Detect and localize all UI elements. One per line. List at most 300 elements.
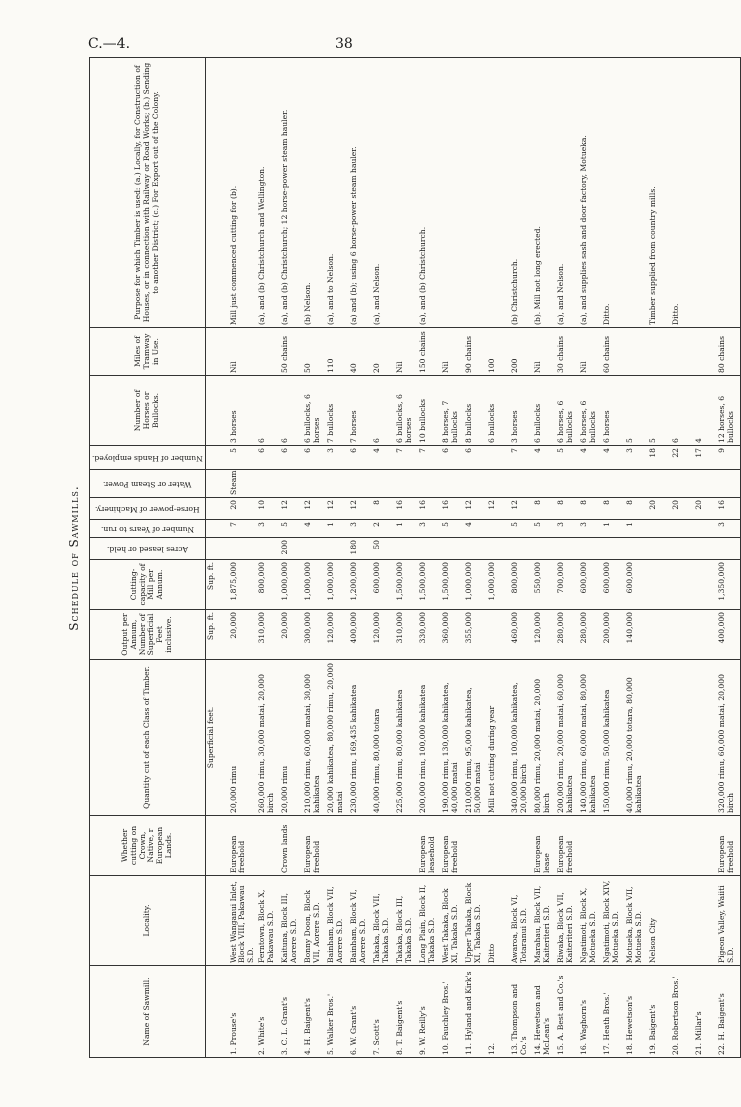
cell-name: 3. C. L. Grant's bbox=[280, 966, 303, 1058]
col-header: Number of Horses or Bullocks. bbox=[90, 376, 206, 446]
cell-cap: 600,000 bbox=[625, 560, 648, 610]
cell-acres bbox=[487, 538, 510, 560]
cell-hands: 7 bbox=[395, 446, 418, 470]
cell-power bbox=[280, 470, 303, 498]
cell-years: 3 bbox=[257, 520, 280, 538]
cell-land bbox=[464, 816, 487, 876]
cell-acres bbox=[303, 538, 326, 560]
cell-horses: 4 bbox=[694, 376, 717, 446]
cell-hands: 6 bbox=[441, 446, 464, 470]
cell-acres bbox=[579, 538, 602, 560]
cell-hands: 5 bbox=[229, 446, 257, 470]
cell-hands: 5 bbox=[556, 446, 579, 470]
table-row bbox=[441, 58, 464, 1058]
cell-cap: 1,000,000 bbox=[303, 560, 326, 610]
cell-tram: 80 chains bbox=[717, 328, 741, 376]
cell-land: European freehold bbox=[441, 816, 464, 876]
cell-power: Steam bbox=[229, 470, 257, 498]
cell-qty: 20,000 rimu bbox=[229, 660, 257, 816]
cell-hp: 12 bbox=[464, 498, 487, 520]
cell-purpose bbox=[487, 58, 510, 328]
cell-name: 1. Prouse's bbox=[229, 966, 257, 1058]
cell-qty: 40,000 rimu, 80,000 totara bbox=[372, 660, 395, 816]
table-row bbox=[717, 58, 741, 1058]
cell-horses: 10 bullocks bbox=[418, 376, 441, 446]
cell-tram: 100 bbox=[487, 328, 510, 376]
cell-tram: 20 bbox=[372, 328, 395, 376]
table-row bbox=[533, 58, 556, 1058]
cell-hp: 10 bbox=[257, 498, 280, 520]
cell-qty: 225,000 rimu, 80,000 kahikatea bbox=[395, 660, 418, 816]
cell-cap: 1,350,000 bbox=[717, 560, 741, 610]
col-header: Name of Sawmill. bbox=[90, 966, 206, 1058]
cell-years: 5 bbox=[533, 520, 556, 538]
cell-years: 3 bbox=[556, 520, 579, 538]
cell-loc: Ngatimoti, Block X, Motueka S.D. bbox=[579, 876, 602, 966]
cell-output: 355,000 bbox=[464, 610, 487, 660]
cell-land bbox=[395, 816, 418, 876]
cell-name: 17. Heath Bros.' bbox=[602, 966, 625, 1058]
cell-power bbox=[671, 470, 694, 498]
cell-cap: 1,000,000 bbox=[326, 560, 349, 610]
cell-cap: 1,500,000 bbox=[418, 560, 441, 610]
cell-land bbox=[349, 816, 372, 876]
cell-name: 18. Hewetson's bbox=[625, 966, 648, 1058]
cell-hands: 6 bbox=[349, 446, 372, 470]
cell-purpose: Mill just commenced cutting for (b). bbox=[229, 58, 257, 328]
cell-purpose bbox=[717, 58, 741, 328]
col-header: Output per Annum, Number of Superficial Feet inclusive. bbox=[90, 610, 206, 660]
cell-years: 1 bbox=[395, 520, 418, 538]
cell-cap bbox=[694, 560, 717, 610]
table-header-row bbox=[90, 58, 206, 1058]
cell-land: European leasehold bbox=[418, 816, 441, 876]
cell-output: 120,000 bbox=[533, 610, 556, 660]
cell-land: European freehold bbox=[229, 816, 257, 876]
cell-land bbox=[625, 816, 648, 876]
cell-name: 9. W. Reilly's bbox=[418, 966, 441, 1058]
cell-cap: 600,000 bbox=[602, 560, 625, 610]
cell-horses: 7 horses bbox=[349, 376, 372, 446]
cell-purpose bbox=[694, 58, 717, 328]
cell-power bbox=[349, 470, 372, 498]
cell-years bbox=[671, 520, 694, 538]
cell-power bbox=[464, 470, 487, 498]
cell-power bbox=[579, 470, 602, 498]
cell-output: 20,000 bbox=[280, 610, 303, 660]
cell-tram bbox=[625, 328, 648, 376]
cell-loc: Kaituna, Block III, Aorere S.D. bbox=[280, 876, 303, 966]
col-header: Whether cutting on Crown, Native, r European Lands. bbox=[90, 816, 206, 876]
cell-acres bbox=[671, 538, 694, 560]
cell-cap: 1,000,000 bbox=[280, 560, 303, 610]
cell-tram: Nil bbox=[533, 328, 556, 376]
cell-power bbox=[533, 470, 556, 498]
cell-cap: 1,875,000 bbox=[229, 560, 257, 610]
table-row bbox=[303, 58, 326, 1058]
cell-qty: 210,000 rimu, 95,000 kahikatea, 50,000 matai bbox=[464, 660, 487, 816]
cell-name: 16. Waghorn's bbox=[579, 966, 602, 1058]
cell-acres bbox=[602, 538, 625, 560]
cell-power bbox=[487, 470, 510, 498]
cell-land bbox=[579, 816, 602, 876]
rotated-schedule bbox=[67, 58, 735, 1058]
cell-tram: 110 bbox=[326, 328, 349, 376]
cell-horses: 6 bbox=[671, 376, 694, 446]
cell-purpose: (a), and (b) Christchurch and Wellington. bbox=[257, 58, 280, 328]
col-header: Number of Hands employed. bbox=[90, 446, 206, 470]
cell-power bbox=[441, 470, 464, 498]
cell-loc: Upper Takaka, Block XI, Takaka S.D. bbox=[464, 876, 487, 966]
cell-acres: 200 bbox=[280, 538, 303, 560]
cell-acres bbox=[418, 538, 441, 560]
cell-hp: 12 bbox=[303, 498, 326, 520]
cell-purpose: (a), and (b) Christchurch. bbox=[418, 58, 441, 328]
table-row bbox=[257, 58, 280, 1058]
cell-cap: 800,000 bbox=[510, 560, 533, 610]
table-row bbox=[229, 58, 257, 1058]
cell-hands: 3 bbox=[625, 446, 648, 470]
cell-purpose bbox=[625, 58, 648, 328]
cell-years: 3 bbox=[717, 520, 741, 538]
cell-qty: 200,000 rimu, 20,000 matai, 60,000 kahikatea bbox=[556, 660, 579, 816]
cell-cap: 1,000,000 bbox=[464, 560, 487, 610]
cell-output: 280,000 bbox=[556, 610, 579, 660]
cell-years: 1 bbox=[326, 520, 349, 538]
cell-land bbox=[257, 816, 280, 876]
cell-tram bbox=[257, 328, 280, 376]
cell-output: 140,000 bbox=[625, 610, 648, 660]
cell-tram: Nil bbox=[579, 328, 602, 376]
cell-name: 2. White's bbox=[257, 966, 280, 1058]
cell-output: 300,000 bbox=[303, 610, 326, 660]
cell-qty bbox=[671, 660, 694, 816]
cell-purpose: (a), and supplies sash and door factory, Motueka. bbox=[579, 58, 602, 328]
cell-cap: 1,500,000 bbox=[441, 560, 464, 610]
cell-name: 21. Millar's bbox=[694, 966, 717, 1058]
sawmill-table bbox=[89, 57, 741, 1058]
table-row bbox=[694, 58, 717, 1058]
cell-hands: 4 bbox=[579, 446, 602, 470]
cell-hp: 8 bbox=[579, 498, 602, 520]
cell-hands: 6 bbox=[257, 446, 280, 470]
col-header: Number of Years to run. bbox=[90, 520, 206, 538]
cell-purpose: Ditto. bbox=[671, 58, 694, 328]
cell-hp: 16 bbox=[418, 498, 441, 520]
cell-land bbox=[487, 816, 510, 876]
cell-hp: 20 bbox=[671, 498, 694, 520]
cell-loc: Ditto bbox=[487, 876, 510, 966]
cell-output bbox=[671, 610, 694, 660]
cell-land: European lease bbox=[533, 816, 556, 876]
cell-loc: Ferntown, Block X, Pakawau S.D. bbox=[257, 876, 280, 966]
cell-hp: 8 bbox=[556, 498, 579, 520]
output-unit: Sup. ft. bbox=[205, 610, 229, 660]
cell-tram: 30 chains bbox=[556, 328, 579, 376]
cell-name: 10. Fauchley Bros.' bbox=[441, 966, 464, 1058]
cell-tram: 50 chains bbox=[280, 328, 303, 376]
cell-years bbox=[648, 520, 671, 538]
cell-cap: 1,200,000 bbox=[349, 560, 372, 610]
table-row bbox=[579, 58, 602, 1058]
cell-purpose bbox=[395, 58, 418, 328]
col-header: Locality. bbox=[90, 876, 206, 966]
cell-horses: 6 horses, 6 bullocks bbox=[556, 376, 579, 446]
cell-horses: 6 bbox=[257, 376, 280, 446]
cell-hp: 16 bbox=[395, 498, 418, 520]
page-series-label: C.—4. bbox=[88, 36, 131, 52]
cell-cap bbox=[648, 560, 671, 610]
cell-qty: 200,000 rimu, 100,000 kahikatea bbox=[418, 660, 441, 816]
table-row bbox=[625, 58, 648, 1058]
cell-hands: 6 bbox=[303, 446, 326, 470]
cell-cap: 600,000 bbox=[579, 560, 602, 610]
cell-cap: 550,000 bbox=[533, 560, 556, 610]
cell-output: 280,000 bbox=[579, 610, 602, 660]
cell-hands: 6 bbox=[464, 446, 487, 470]
cell-power bbox=[510, 470, 533, 498]
cell-tram: 60 chains bbox=[602, 328, 625, 376]
cell-qty: 230,000 rimu, 169,435 kahikatea bbox=[349, 660, 372, 816]
cell-years: 3 bbox=[349, 520, 372, 538]
cell-years: 3 bbox=[418, 520, 441, 538]
cell-tram: 40 bbox=[349, 328, 372, 376]
cell-name: 11. Hyland and Kirk's bbox=[464, 966, 487, 1058]
cell-hp: 8 bbox=[533, 498, 556, 520]
cell-hp: 16 bbox=[717, 498, 741, 520]
cell-purpose: (a), and (b) Christchurch; 12 horse-power steam hauler. bbox=[280, 58, 303, 328]
table-row bbox=[326, 58, 349, 1058]
cell-output: 400,000 bbox=[717, 610, 741, 660]
cell-hp: 20 bbox=[229, 498, 257, 520]
cell-name: 13. Thompson and Co.'s bbox=[510, 966, 533, 1058]
cell-purpose: (a), and Nelson. bbox=[372, 58, 395, 328]
cell-years: 5 bbox=[510, 520, 533, 538]
cell-name: 6. W. Grant's bbox=[349, 966, 372, 1058]
cell-acres: 50 bbox=[372, 538, 395, 560]
cell-years bbox=[694, 520, 717, 538]
cell-loc: West Takaka, Block XI, Takaka S.D. bbox=[441, 876, 464, 966]
cell-qty: 150,000 rimu, 50,000 kahikatea bbox=[602, 660, 625, 816]
cell-acres bbox=[257, 538, 280, 560]
cell-power bbox=[326, 470, 349, 498]
cell-hp: 12 bbox=[487, 498, 510, 520]
table-row bbox=[648, 58, 671, 1058]
cell-cap: 700,000 bbox=[556, 560, 579, 610]
cell-hp: 12 bbox=[280, 498, 303, 520]
cell-loc: Takaka, Block VII, Takaka S.D. bbox=[372, 876, 395, 966]
cell-cap: 600,000 bbox=[372, 560, 395, 610]
cell-tram: Nil bbox=[441, 328, 464, 376]
cell-loc: Ngatimoti, Block XIV, Motueka S.D. bbox=[602, 876, 625, 966]
cell-purpose: Ditto. bbox=[602, 58, 625, 328]
cell-horses: 8 bullocks bbox=[464, 376, 487, 446]
cell-acres bbox=[441, 538, 464, 560]
cell-output bbox=[694, 610, 717, 660]
cell-hp: 20 bbox=[694, 498, 717, 520]
cell-acres bbox=[510, 538, 533, 560]
cell-name: 7. Scott's bbox=[372, 966, 395, 1058]
cell-tram: 200 bbox=[510, 328, 533, 376]
cell-tram: 90 chains bbox=[464, 328, 487, 376]
cell-output: 330,000 bbox=[418, 610, 441, 660]
cell-hands: 4 bbox=[602, 446, 625, 470]
cell-land bbox=[326, 816, 349, 876]
cell-years: 4 bbox=[464, 520, 487, 538]
cell-qty: 340,000 rimu, 100,000 kahikatea, 20,000 birch bbox=[510, 660, 533, 816]
cell-acres: 180 bbox=[349, 538, 372, 560]
cell-output: 310,000 bbox=[257, 610, 280, 660]
cell-cap bbox=[671, 560, 694, 610]
cell-power bbox=[625, 470, 648, 498]
cell-hands: 17 bbox=[694, 446, 717, 470]
cell-loc: Bainham, Block VI, Aorere S.D. bbox=[349, 876, 372, 966]
cell-hands: 6 bbox=[280, 446, 303, 470]
schedule-title: Schedule of Sawmills. bbox=[67, 485, 81, 631]
cell-qty: 20,000 rimu bbox=[280, 660, 303, 816]
table-row bbox=[487, 58, 510, 1058]
cell-name: 19. Baigent's bbox=[648, 966, 671, 1058]
col-header: Quantity cut of each Class of Timber. bbox=[90, 660, 206, 816]
cell-horses: 6 bbox=[280, 376, 303, 446]
cell-output: 360,000 bbox=[441, 610, 464, 660]
cell-hands: 7 bbox=[418, 446, 441, 470]
cell-purpose bbox=[441, 58, 464, 328]
cell-name: 22. H. Baigent's bbox=[717, 966, 741, 1058]
col-header: Horse-power of Machinery. bbox=[90, 498, 206, 520]
cell-purpose: (b) Nelson. bbox=[303, 58, 326, 328]
cell-hp: 20 bbox=[648, 498, 671, 520]
cell-purpose bbox=[464, 58, 487, 328]
col-header: Purpose for which Timber is used: (a.) Locally, for Construction of Houses, or in connection with Railway or Road Works; (b.) Sending to another District; (c.) For Export out of the Colony. bbox=[90, 58, 206, 328]
cell-tram bbox=[671, 328, 694, 376]
cell-qty: 260,000 rimu, 30,000 matai, 20,000 birch bbox=[257, 660, 280, 816]
cell-land bbox=[671, 816, 694, 876]
cell-horses: 8 horses, 7 bullocks bbox=[441, 376, 464, 446]
cell-loc bbox=[694, 876, 717, 966]
cell-cap: 1,000,000 bbox=[487, 560, 510, 610]
cell-purpose: (b) Christchurch. bbox=[510, 58, 533, 328]
cell-acres bbox=[464, 538, 487, 560]
cell-purpose: (a), and Nelson. bbox=[556, 58, 579, 328]
cell-output: 460,000 bbox=[510, 610, 533, 660]
col-header: Water or Steam Power. bbox=[90, 470, 206, 498]
cell-loc: Bainham, Block VII, Aorere S.D. bbox=[326, 876, 349, 966]
cell-hands: 22 bbox=[671, 446, 694, 470]
cell-years: 7 bbox=[229, 520, 257, 538]
table-row bbox=[349, 58, 372, 1058]
cell-horses: 5 bbox=[648, 376, 671, 446]
cell-hands: 18 bbox=[648, 446, 671, 470]
cell-land: European freehold bbox=[556, 816, 579, 876]
cell-horses: 6 horses, 6 bullocks bbox=[579, 376, 602, 446]
cell-loc: Long Plain, Block II, Takaka S.D. bbox=[418, 876, 441, 966]
cell-loc: Awaroa, Block VI, Totaranui S.D. bbox=[510, 876, 533, 966]
cell-years: 5 bbox=[441, 520, 464, 538]
cell-qty: 80,000 rimu, 20,000 matai, 20,000 birch bbox=[533, 660, 556, 816]
cell-land: Crown lands bbox=[280, 816, 303, 876]
cell-horses: 6 horses bbox=[602, 376, 625, 446]
page-number: 38 bbox=[335, 36, 353, 52]
cell-loc: Riwaka, Block VII, Kaiteriteri S.D. bbox=[556, 876, 579, 966]
cell-loc bbox=[671, 876, 694, 966]
cell-horses: 6 bullocks, 6 horses bbox=[395, 376, 418, 446]
cell-name: 4. H. Baigent's bbox=[303, 966, 326, 1058]
cell-purpose: (a) and (b); using 6 horse-power steam hauler. bbox=[349, 58, 372, 328]
cell-power bbox=[395, 470, 418, 498]
cell-horses: 3 horses bbox=[229, 376, 257, 446]
col-header: Miles of Tramway in Use. bbox=[90, 328, 206, 376]
cell-hp: 8 bbox=[372, 498, 395, 520]
col-header: Acres leased or held. bbox=[90, 538, 206, 560]
cell-name: 20. Robertson Bros.' bbox=[671, 966, 694, 1058]
cell-acres bbox=[625, 538, 648, 560]
cell-land bbox=[694, 816, 717, 876]
cell-output: 310,000 bbox=[395, 610, 418, 660]
table-row bbox=[418, 58, 441, 1058]
cell-acres bbox=[229, 538, 257, 560]
cell-land bbox=[602, 816, 625, 876]
cell-hp: 12 bbox=[326, 498, 349, 520]
cell-qty: 40,000 rimu, 20,000 totara, 80,000 kahikatea bbox=[625, 660, 648, 816]
cell-hands: 4 bbox=[372, 446, 395, 470]
cell-hp: 12 bbox=[349, 498, 372, 520]
cell-acres bbox=[694, 538, 717, 560]
cell-power bbox=[303, 470, 326, 498]
cell-purpose: (b). Mill not long erected. bbox=[533, 58, 556, 328]
cell-qty bbox=[694, 660, 717, 816]
table-row bbox=[464, 58, 487, 1058]
cell-years: 2 bbox=[372, 520, 395, 538]
cell-hands: 4 bbox=[533, 446, 556, 470]
cell-acres bbox=[556, 538, 579, 560]
cell-power bbox=[602, 470, 625, 498]
cell-tram: Nil bbox=[229, 328, 257, 376]
cell-hp: 12 bbox=[510, 498, 533, 520]
cell-power bbox=[418, 470, 441, 498]
cell-years bbox=[487, 520, 510, 538]
table-row bbox=[372, 58, 395, 1058]
table-row bbox=[556, 58, 579, 1058]
cell-horses: 3 horses bbox=[510, 376, 533, 446]
cell-hands: 9 bbox=[717, 446, 741, 470]
cell-hands: 7 bbox=[510, 446, 533, 470]
cell-power bbox=[717, 470, 741, 498]
cell-qty bbox=[648, 660, 671, 816]
cell-horses: 5 bbox=[625, 376, 648, 446]
cell-tram: 150 chains bbox=[418, 328, 441, 376]
cell-hp: 8 bbox=[625, 498, 648, 520]
cell-qty: 140,000 rimu, 60,000 matai, 80,000 kahikatea bbox=[579, 660, 602, 816]
cell-land: European freehold bbox=[717, 816, 741, 876]
cell-qty: 190,000 rimu, 130,000 kahikatea, 40,000 matai bbox=[441, 660, 464, 816]
cell-acres bbox=[395, 538, 418, 560]
cell-name: 8. T. Baigent's bbox=[395, 966, 418, 1058]
cell-loc: Marahau, Block VII, Kaiteriteri S.D. bbox=[533, 876, 556, 966]
cell-land bbox=[372, 816, 395, 876]
cell-name: 12. bbox=[487, 966, 510, 1058]
cell-output: 20,000 bbox=[229, 610, 257, 660]
cell-purpose: Timber supplied from country mills. bbox=[648, 58, 671, 328]
cell-land bbox=[510, 816, 533, 876]
cell-loc: Bonny Doon, Block VII, Aorere S.D. bbox=[303, 876, 326, 966]
cell-years: 5 bbox=[280, 520, 303, 538]
cell-name: 14. Hewetson and McLean's bbox=[533, 966, 556, 1058]
cell-name: 5. Walker Bros.' bbox=[326, 966, 349, 1058]
cell-tram: 50 bbox=[303, 328, 326, 376]
cell-horses: 12 horses, 6 bullocks bbox=[717, 376, 741, 446]
col-header: Cutting-capacity of Mill per Annum. bbox=[90, 560, 206, 610]
